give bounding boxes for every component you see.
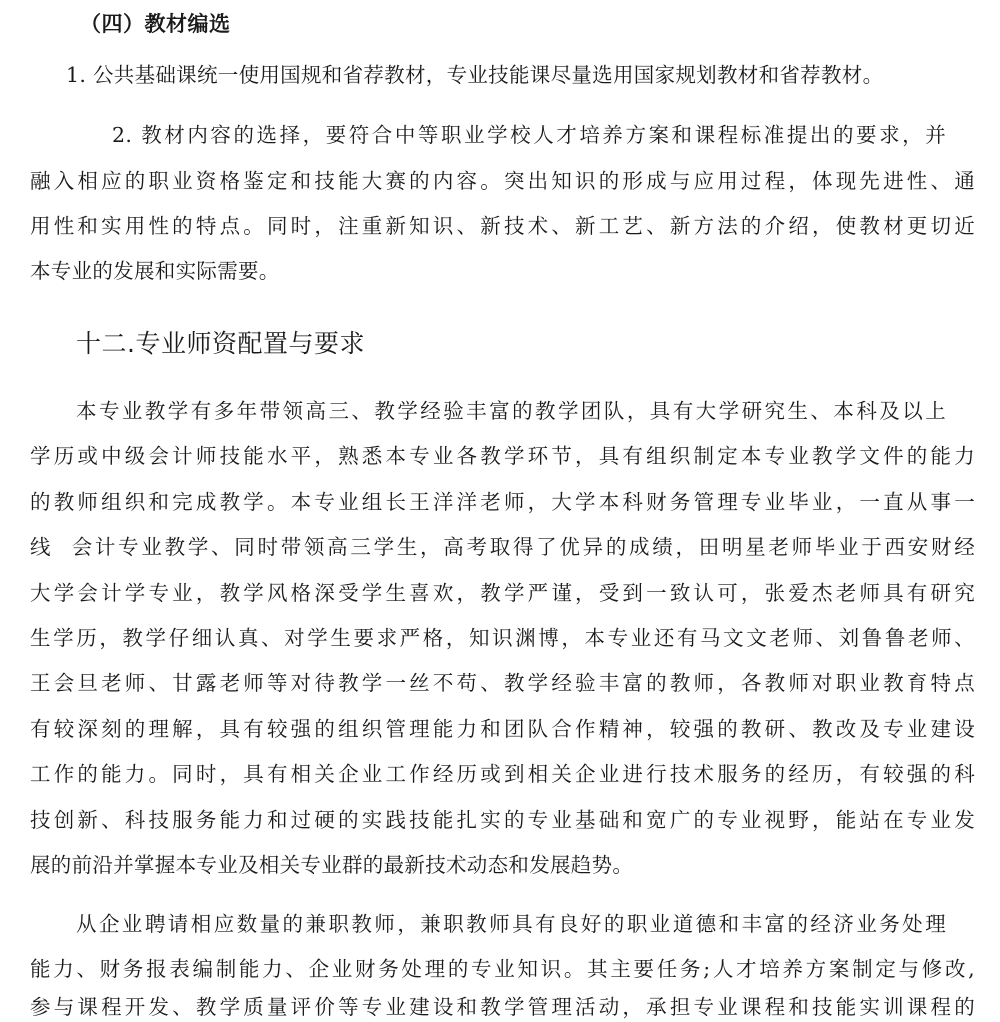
paragraph-line: 生学历，教学仔细认真、对学生要求严格，知识渊博，本专业还有马文文老师、刘鲁鲁老师、 <box>30 626 975 650</box>
paragraph-line: 的教师组织和完成教学。本专业组长王洋洋老师，大学本科财务管理专业毕业，一直从事一 <box>30 490 975 514</box>
paragraph-line: 从企业聘请相应数量的兼职教师，兼职教师具有良好的职业道德和丰富的经济业务处理 <box>76 912 946 936</box>
paragraph-line: 大学会计学专业，教学风格深受学生喜欢，教学严谨，受到一致认可，张爱杰老师具有研究 <box>30 581 975 605</box>
paragraph-line: 王会旦老师、甘露老师等对待教学一丝不苟、教学经验丰富的教师，各教师对职业教育特点 <box>30 671 975 695</box>
paragraph-line: 学历或中级会计师技能水平，熟悉本专业各教学环节，具有组织制定本专业教学文件的能力 <box>30 444 975 468</box>
section-heading: （四）教材编选 <box>80 11 231 36</box>
paragraph-line: 技创新、科技服务能力和过硬的实践技能扎实的专业基础和宽广的专业视野，能站在专业发 <box>30 808 975 832</box>
paragraph-line: 本专业的发展和实际需要。 <box>30 259 280 283</box>
paragraph-line: 本专业教学有多年带领高三、教学经验丰富的教学团队，具有大学研究生、本科及以上 <box>76 399 946 423</box>
paragraph-line: 线 会计专业教学、同时带领高三学生，高考取得了优异的成绩，田明星老师毕业于西安财经 <box>30 535 975 559</box>
paragraph-line: 2. 教材内容的选择，要符合中等职业学校人才培养方案和课程标准提出的要求，并 <box>112 123 946 147</box>
paragraph-line: 融入相应的职业资格鉴定和技能大赛的内容。突出知识的形成与应用过程，体现先进性、通 <box>30 169 975 193</box>
paragraph-line: 有较深刻的理解，具有较强的组织管理能力和团队合作精神，较强的教研、教改及专业建设 <box>30 717 975 741</box>
paragraph-line: 展的前沿并掌握本专业及相关专业群的最新技术动态和发展趋势。 <box>30 853 634 877</box>
paragraph-line: 1. 公共基础课统一使用国规和省荐教材，专业技能课尽量选用国家规划教材和省荐教材。 <box>66 63 884 87</box>
paragraph-line: 能力、财务报表编制能力、企业财务处理的专业知识。其主要任务;人才培养方案制定与修改, <box>30 957 975 981</box>
paragraph-line: 工作的能力。同时，具有相关企业工作经历或到相关企业进行技术服务的经历，有较强的科 <box>30 762 975 786</box>
paragraph-line: 用性和实用性的特点。同时，注重新知识、新技术、新工艺、新方法的介绍，使教材更切近 <box>30 214 975 238</box>
chapter-heading: 十二.专业师资配置与要求 <box>76 329 365 358</box>
paragraph-line: 参与课程开发、教学质量评价等专业建设和教学管理活动，承担专业课程和技能实训课程的 <box>30 995 975 1019</box>
